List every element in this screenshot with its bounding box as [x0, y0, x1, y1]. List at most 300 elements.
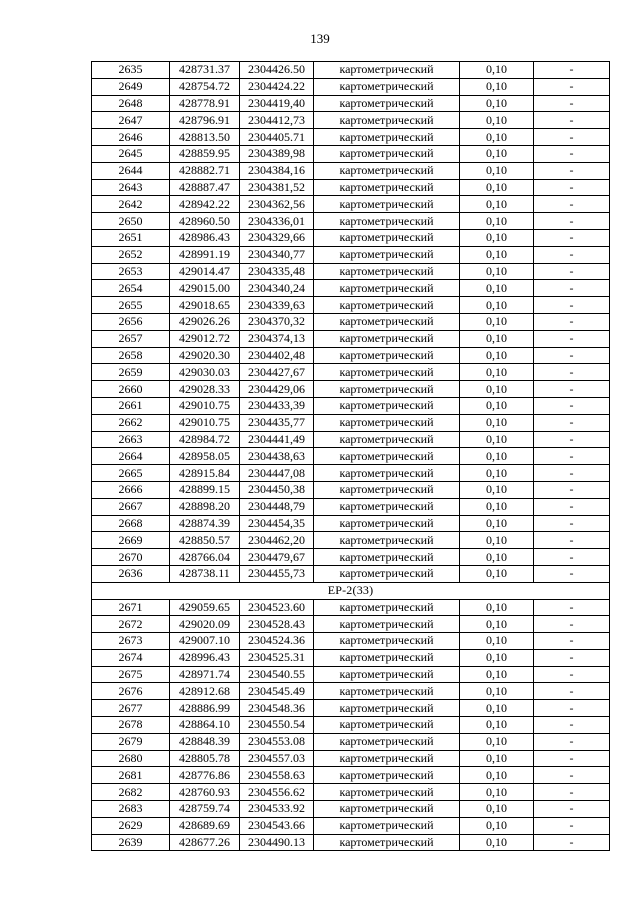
- x-coordinate-cell: 429012.72: [170, 330, 240, 347]
- y-coordinate-cell: 2304450,38: [240, 481, 314, 498]
- note-cell: -: [534, 330, 610, 347]
- note-cell: -: [534, 666, 610, 683]
- method-cell: картометрический: [314, 196, 460, 213]
- x-coordinate-cell: 429015.00: [170, 280, 240, 297]
- y-coordinate-cell: 2304556.62: [240, 784, 314, 801]
- accuracy-cell: 0,10: [460, 95, 534, 112]
- y-coordinate-cell: 2304389,98: [240, 145, 314, 162]
- x-coordinate-cell: 428848.39: [170, 733, 240, 750]
- method-cell: картометрический: [314, 381, 460, 398]
- y-coordinate-cell: 2304405.71: [240, 129, 314, 146]
- x-coordinate-cell: 429028.33: [170, 381, 240, 398]
- point-number-cell: 2657: [92, 330, 170, 347]
- note-cell: -: [534, 213, 610, 230]
- x-coordinate-cell: 428886.99: [170, 700, 240, 717]
- accuracy-cell: 0,10: [460, 313, 534, 330]
- y-coordinate-cell: 2304336,01: [240, 213, 314, 230]
- y-coordinate-cell: 2304441,49: [240, 431, 314, 448]
- method-cell: картометрический: [314, 549, 460, 566]
- table-row: [92, 78, 610, 95]
- note-cell: -: [534, 784, 610, 801]
- accuracy-cell: 0,10: [460, 78, 534, 95]
- y-coordinate-cell: 2304479,67: [240, 549, 314, 566]
- accuracy-cell: 0,10: [460, 297, 534, 314]
- point-number-cell: 2652: [92, 246, 170, 263]
- accuracy-cell: 0,10: [460, 381, 534, 398]
- method-cell: картометрический: [314, 733, 460, 750]
- x-coordinate-cell: 429026.26: [170, 313, 240, 330]
- accuracy-cell: 0,10: [460, 817, 534, 834]
- y-coordinate-cell: 2304384,16: [240, 162, 314, 179]
- table-row: [92, 431, 610, 448]
- point-number-cell: 2676: [92, 683, 170, 700]
- y-coordinate-cell: 2304558.63: [240, 767, 314, 784]
- point-number-cell: 2645: [92, 145, 170, 162]
- method-cell: картометрический: [314, 498, 460, 515]
- table-row: [92, 95, 610, 112]
- y-coordinate-cell: 2304381,52: [240, 179, 314, 196]
- accuracy-cell: 0,10: [460, 129, 534, 146]
- point-number-cell: 2656: [92, 313, 170, 330]
- x-coordinate-cell: 428887.47: [170, 179, 240, 196]
- x-coordinate-cell: 428766.04: [170, 549, 240, 566]
- method-cell: картометрический: [314, 431, 460, 448]
- note-cell: -: [534, 145, 610, 162]
- y-coordinate-cell: 2304540.55: [240, 666, 314, 683]
- point-number-cell: 2649: [92, 78, 170, 95]
- point-number-cell: 2642: [92, 196, 170, 213]
- point-number-cell: 2682: [92, 784, 170, 801]
- accuracy-cell: 0,10: [460, 213, 534, 230]
- method-cell: картометрический: [314, 347, 460, 364]
- accuracy-cell: 0,10: [460, 498, 534, 515]
- point-number-cell: 2669: [92, 532, 170, 549]
- table-row: [92, 549, 610, 566]
- x-coordinate-cell: 428689.69: [170, 817, 240, 834]
- accuracy-cell: 0,10: [460, 649, 534, 666]
- table-row: [92, 666, 610, 683]
- table-row: [92, 633, 610, 650]
- accuracy-cell: 0,10: [460, 112, 534, 129]
- note-cell: -: [534, 633, 610, 650]
- note-cell: -: [534, 767, 610, 784]
- x-coordinate-cell: 428859.95: [170, 145, 240, 162]
- table-row: [92, 448, 610, 465]
- note-cell: -: [534, 733, 610, 750]
- note-cell: -: [534, 700, 610, 717]
- accuracy-cell: 0,10: [460, 62, 534, 79]
- note-cell: -: [534, 498, 610, 515]
- table-row: [92, 263, 610, 280]
- note-cell: -: [534, 532, 610, 549]
- method-cell: картометрический: [314, 95, 460, 112]
- x-coordinate-cell: 428960.50: [170, 213, 240, 230]
- x-coordinate-cell: 428942.22: [170, 196, 240, 213]
- x-coordinate-cell: 428899.15: [170, 481, 240, 498]
- accuracy-cell: 0,10: [460, 733, 534, 750]
- x-coordinate-cell: 428776.86: [170, 767, 240, 784]
- accuracy-cell: 0,10: [460, 616, 534, 633]
- table-row: [92, 683, 610, 700]
- table-row: [92, 213, 610, 230]
- accuracy-cell: 0,10: [460, 565, 534, 582]
- note-cell: -: [534, 834, 610, 851]
- x-coordinate-cell: 428738.11: [170, 565, 240, 582]
- x-coordinate-cell: 429020.09: [170, 616, 240, 633]
- x-coordinate-cell: 428915.84: [170, 465, 240, 482]
- point-number-cell: 2674: [92, 649, 170, 666]
- method-cell: картометрический: [314, 801, 460, 818]
- method-cell: картометрический: [314, 162, 460, 179]
- accuracy-cell: 0,10: [460, 162, 534, 179]
- y-coordinate-cell: 2304543.66: [240, 817, 314, 834]
- point-number-cell: 2678: [92, 717, 170, 734]
- method-cell: картометрический: [314, 666, 460, 683]
- table-row: [92, 532, 610, 549]
- note-cell: -: [534, 112, 610, 129]
- accuracy-cell: 0,10: [460, 767, 534, 784]
- point-number-cell: 2667: [92, 498, 170, 515]
- y-coordinate-cell: 2304524.36: [240, 633, 314, 650]
- accuracy-cell: 0,10: [460, 280, 534, 297]
- point-number-cell: 2654: [92, 280, 170, 297]
- y-coordinate-cell: 2304335,48: [240, 263, 314, 280]
- note-cell: -: [534, 78, 610, 95]
- table-row: [92, 129, 610, 146]
- accuracy-cell: 0,10: [460, 801, 534, 818]
- table-row: [92, 313, 610, 330]
- method-cell: картометрический: [314, 515, 460, 532]
- x-coordinate-cell: 428971.74: [170, 666, 240, 683]
- note-cell: -: [534, 801, 610, 818]
- method-cell: картометрический: [314, 145, 460, 162]
- accuracy-cell: 0,10: [460, 750, 534, 767]
- table-row: [92, 145, 610, 162]
- method-cell: картометрический: [314, 397, 460, 414]
- accuracy-cell: 0,10: [460, 179, 534, 196]
- y-coordinate-cell: 2304557.03: [240, 750, 314, 767]
- y-coordinate-cell: 2304533.92: [240, 801, 314, 818]
- point-number-cell: 2629: [92, 817, 170, 834]
- coordinates-table-body: [92, 62, 610, 851]
- point-number-cell: 2660: [92, 381, 170, 398]
- note-cell: -: [534, 381, 610, 398]
- y-coordinate-cell: 2304424.22: [240, 78, 314, 95]
- note-cell: -: [534, 62, 610, 79]
- y-coordinate-cell: 2304490.13: [240, 834, 314, 851]
- accuracy-cell: 0,10: [460, 481, 534, 498]
- note-cell: -: [534, 364, 610, 381]
- point-number-cell: 2680: [92, 750, 170, 767]
- point-number-cell: 2666: [92, 481, 170, 498]
- accuracy-cell: 0,10: [460, 532, 534, 549]
- point-number-cell: 2670: [92, 549, 170, 566]
- x-coordinate-cell: 429014.47: [170, 263, 240, 280]
- y-coordinate-cell: 2304433,39: [240, 397, 314, 414]
- point-number-cell: 2659: [92, 364, 170, 381]
- table-row: [92, 179, 610, 196]
- point-number-cell: 2650: [92, 213, 170, 230]
- method-cell: картометрический: [314, 649, 460, 666]
- x-coordinate-cell: 428912.68: [170, 683, 240, 700]
- x-coordinate-cell: 428991.19: [170, 246, 240, 263]
- note-cell: -: [534, 683, 610, 700]
- table-row: [92, 62, 610, 79]
- table-row: [92, 515, 610, 532]
- x-coordinate-cell: 429018.65: [170, 297, 240, 314]
- accuracy-cell: 0,10: [460, 263, 534, 280]
- x-coordinate-cell: 428898.20: [170, 498, 240, 515]
- y-coordinate-cell: 2304429,06: [240, 381, 314, 398]
- accuracy-cell: 0,10: [460, 246, 534, 263]
- method-cell: картометрический: [314, 750, 460, 767]
- point-number-cell: 2677: [92, 700, 170, 717]
- note-cell: -: [534, 246, 610, 263]
- x-coordinate-cell: 429059.65: [170, 599, 240, 616]
- y-coordinate-cell: 2304362,56: [240, 196, 314, 213]
- note-cell: -: [534, 750, 610, 767]
- accuracy-cell: 0,10: [460, 364, 534, 381]
- accuracy-cell: 0,10: [460, 633, 534, 650]
- table-row: [92, 381, 610, 398]
- note-cell: -: [534, 280, 610, 297]
- point-number-cell: 2675: [92, 666, 170, 683]
- note-cell: -: [534, 397, 610, 414]
- y-coordinate-cell: 2304548.36: [240, 700, 314, 717]
- method-cell: картометрический: [314, 364, 460, 381]
- table-row: [92, 767, 610, 784]
- table-row: [92, 834, 610, 851]
- point-number-cell: 2651: [92, 229, 170, 246]
- y-coordinate-cell: 2304438,63: [240, 448, 314, 465]
- x-coordinate-cell: 428882.71: [170, 162, 240, 179]
- table-row: [92, 229, 610, 246]
- y-coordinate-cell: 2304339,63: [240, 297, 314, 314]
- point-number-cell: 2648: [92, 95, 170, 112]
- x-coordinate-cell: 428986.43: [170, 229, 240, 246]
- point-number-cell: 2653: [92, 263, 170, 280]
- method-cell: картометрический: [314, 616, 460, 633]
- accuracy-cell: 0,10: [460, 700, 534, 717]
- table-row: [92, 162, 610, 179]
- x-coordinate-cell: 428813.50: [170, 129, 240, 146]
- y-coordinate-cell: 2304454,35: [240, 515, 314, 532]
- table-row: [92, 616, 610, 633]
- y-coordinate-cell: 2304447,08: [240, 465, 314, 482]
- method-cell: картометрический: [314, 683, 460, 700]
- method-cell: картометрический: [314, 297, 460, 314]
- accuracy-cell: 0,10: [460, 145, 534, 162]
- point-number-cell: 2671: [92, 599, 170, 616]
- x-coordinate-cell: 428759.74: [170, 801, 240, 818]
- note-cell: -: [534, 599, 610, 616]
- method-cell: картометрический: [314, 717, 460, 734]
- section-row: [92, 582, 610, 599]
- accuracy-cell: 0,10: [460, 397, 534, 414]
- note-cell: -: [534, 465, 610, 482]
- point-number-cell: 2683: [92, 801, 170, 818]
- point-number-cell: 2673: [92, 633, 170, 650]
- note-cell: -: [534, 515, 610, 532]
- accuracy-cell: 0,10: [460, 784, 534, 801]
- y-coordinate-cell: 2304370,32: [240, 313, 314, 330]
- accuracy-cell: 0,10: [460, 834, 534, 851]
- x-coordinate-cell: 428796.91: [170, 112, 240, 129]
- method-cell: картометрический: [314, 633, 460, 650]
- table-row: [92, 733, 610, 750]
- point-number-cell: 2636: [92, 565, 170, 582]
- method-cell: картометрический: [314, 448, 460, 465]
- accuracy-cell: 0,10: [460, 330, 534, 347]
- table-row: [92, 717, 610, 734]
- point-number-cell: 2643: [92, 179, 170, 196]
- method-cell: картометрический: [314, 465, 460, 482]
- y-coordinate-cell: 2304374,13: [240, 330, 314, 347]
- page-number: 139: [310, 31, 330, 46]
- point-number-cell: 2681: [92, 767, 170, 784]
- point-number-cell: 2662: [92, 414, 170, 431]
- coordinates-table: [91, 61, 610, 851]
- x-coordinate-cell: 428874.39: [170, 515, 240, 532]
- table-row: [92, 280, 610, 297]
- section-label: ЕР-2(33): [92, 582, 610, 599]
- point-number-cell: 2672: [92, 616, 170, 633]
- method-cell: картометрический: [314, 280, 460, 297]
- table-row: [92, 297, 610, 314]
- table-row: [92, 801, 610, 818]
- method-cell: картометрический: [314, 112, 460, 129]
- y-coordinate-cell: 2304528.43: [240, 616, 314, 633]
- note-cell: -: [534, 313, 610, 330]
- point-number-cell: 2644: [92, 162, 170, 179]
- y-coordinate-cell: 2304435,77: [240, 414, 314, 431]
- note-cell: -: [534, 717, 610, 734]
- y-coordinate-cell: 2304426.50: [240, 62, 314, 79]
- table-row: [92, 784, 610, 801]
- method-cell: картометрический: [314, 767, 460, 784]
- method-cell: картометрический: [314, 229, 460, 246]
- table-row: [92, 465, 610, 482]
- method-cell: картометрический: [314, 263, 460, 280]
- x-coordinate-cell: 428958.05: [170, 448, 240, 465]
- y-coordinate-cell: 2304553.08: [240, 733, 314, 750]
- point-number-cell: 2646: [92, 129, 170, 146]
- method-cell: картометрический: [314, 313, 460, 330]
- note-cell: -: [534, 263, 610, 280]
- method-cell: картометрический: [314, 330, 460, 347]
- x-coordinate-cell: 428760.93: [170, 784, 240, 801]
- y-coordinate-cell: 2304545.49: [240, 683, 314, 700]
- method-cell: картометрический: [314, 565, 460, 582]
- method-cell: картометрический: [314, 246, 460, 263]
- x-coordinate-cell: 429007.10: [170, 633, 240, 650]
- method-cell: картометрический: [314, 129, 460, 146]
- method-cell: картометрический: [314, 817, 460, 834]
- y-coordinate-cell: 2304419,40: [240, 95, 314, 112]
- method-cell: картометрический: [314, 179, 460, 196]
- accuracy-cell: 0,10: [460, 431, 534, 448]
- note-cell: -: [534, 129, 610, 146]
- y-coordinate-cell: 2304329,66: [240, 229, 314, 246]
- point-number-cell: 2635: [92, 62, 170, 79]
- method-cell: картометрический: [314, 784, 460, 801]
- y-coordinate-cell: 2304427,67: [240, 364, 314, 381]
- accuracy-cell: 0,10: [460, 515, 534, 532]
- table-row: [92, 397, 610, 414]
- note-cell: -: [534, 431, 610, 448]
- y-coordinate-cell: 2304550.54: [240, 717, 314, 734]
- x-coordinate-cell: 428754.72: [170, 78, 240, 95]
- table-row: [92, 481, 610, 498]
- note-cell: -: [534, 649, 610, 666]
- point-number-cell: 2679: [92, 733, 170, 750]
- x-coordinate-cell: 428731.37: [170, 62, 240, 79]
- point-number-cell: 2663: [92, 431, 170, 448]
- x-coordinate-cell: 428677.26: [170, 834, 240, 851]
- table-row: [92, 700, 610, 717]
- point-number-cell: 2639: [92, 834, 170, 851]
- method-cell: картометрический: [314, 62, 460, 79]
- table-row: [92, 246, 610, 263]
- note-cell: -: [534, 414, 610, 431]
- accuracy-cell: 0,10: [460, 229, 534, 246]
- x-coordinate-cell: 428850.57: [170, 532, 240, 549]
- note-cell: -: [534, 549, 610, 566]
- y-coordinate-cell: 2304525.31: [240, 649, 314, 666]
- table-row: [92, 565, 610, 582]
- table-row: [92, 196, 610, 213]
- accuracy-cell: 0,10: [460, 599, 534, 616]
- accuracy-cell: 0,10: [460, 196, 534, 213]
- x-coordinate-cell: 428864.10: [170, 717, 240, 734]
- table-row: [92, 817, 610, 834]
- note-cell: -: [534, 347, 610, 364]
- note-cell: -: [534, 817, 610, 834]
- method-cell: картометрический: [314, 481, 460, 498]
- x-coordinate-cell: 428996.43: [170, 649, 240, 666]
- y-coordinate-cell: 2304412,73: [240, 112, 314, 129]
- accuracy-cell: 0,10: [460, 683, 534, 700]
- x-coordinate-cell: 428984.72: [170, 431, 240, 448]
- method-cell: картометрический: [314, 700, 460, 717]
- method-cell: картометрический: [314, 213, 460, 230]
- y-coordinate-cell: 2304340,24: [240, 280, 314, 297]
- accuracy-cell: 0,10: [460, 448, 534, 465]
- accuracy-cell: 0,10: [460, 347, 534, 364]
- table-row: [92, 347, 610, 364]
- note-cell: -: [534, 297, 610, 314]
- note-cell: -: [534, 565, 610, 582]
- point-number-cell: 2655: [92, 297, 170, 314]
- x-coordinate-cell: 429020.30: [170, 347, 240, 364]
- y-coordinate-cell: 2304402,48: [240, 347, 314, 364]
- accuracy-cell: 0,10: [460, 717, 534, 734]
- table-row: [92, 498, 610, 515]
- x-coordinate-cell: 428805.78: [170, 750, 240, 767]
- y-coordinate-cell: 2304462,20: [240, 532, 314, 549]
- note-cell: -: [534, 448, 610, 465]
- note-cell: -: [534, 196, 610, 213]
- x-coordinate-cell: 428778.91: [170, 95, 240, 112]
- point-number-cell: 2665: [92, 465, 170, 482]
- x-coordinate-cell: 429030.03: [170, 364, 240, 381]
- note-cell: -: [534, 229, 610, 246]
- point-number-cell: 2664: [92, 448, 170, 465]
- accuracy-cell: 0,10: [460, 465, 534, 482]
- note-cell: -: [534, 179, 610, 196]
- point-number-cell: 2647: [92, 112, 170, 129]
- note-cell: -: [534, 95, 610, 112]
